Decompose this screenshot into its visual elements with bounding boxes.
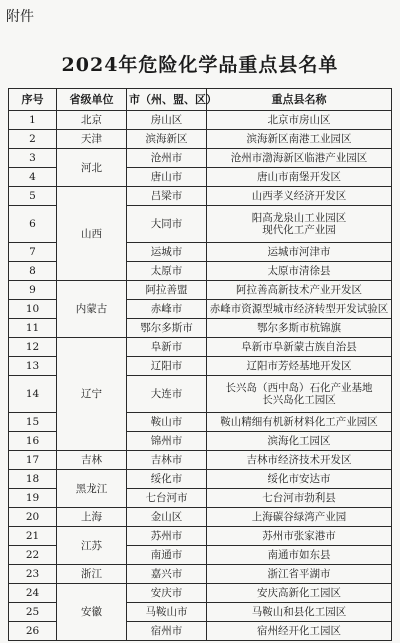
row-number: 7 xyxy=(9,243,57,262)
county-name-line: 上海碳谷绿湾产业园 xyxy=(251,511,347,523)
county-name-line: 浙江省平湖市 xyxy=(267,568,331,580)
table-body xyxy=(9,111,392,641)
county-name-line: 滨海新区南港工业园区 xyxy=(246,133,352,145)
row-city: 鄂尔多斯市 xyxy=(127,319,207,338)
row-county-name xyxy=(207,357,392,376)
row-county-name xyxy=(207,470,392,489)
table-row xyxy=(9,565,392,584)
row-city: 马鞍山市 xyxy=(127,603,207,622)
row-county-name xyxy=(207,319,392,338)
row-city: 吕梁市 xyxy=(127,187,207,206)
header-province: 省级单位 xyxy=(57,89,127,111)
row-province: 黑龙江 xyxy=(57,470,127,508)
table-row xyxy=(9,527,392,546)
row-number: 25 xyxy=(9,603,57,622)
row-number: 22 xyxy=(9,546,57,565)
county-name-line: 马鞍山和县化工园区 xyxy=(251,606,347,618)
row-number: 13 xyxy=(9,357,57,376)
row-county-name xyxy=(207,262,392,281)
row-city: 金山区 xyxy=(127,508,207,527)
row-city: 房山区 xyxy=(127,111,207,130)
county-name-line: 现代化工产业园 xyxy=(262,224,336,236)
row-city: 南通市 xyxy=(127,546,207,565)
row-province: 辽宁 xyxy=(57,338,127,451)
row-number: 19 xyxy=(9,489,57,508)
row-city: 滨海新区 xyxy=(127,130,207,149)
row-number: 10 xyxy=(9,300,57,319)
row-county-name xyxy=(207,111,392,130)
county-name-line: 鞍山精细有机新材料化工产业园区 xyxy=(220,416,378,428)
row-number: 23 xyxy=(9,565,57,584)
row-number: 12 xyxy=(9,338,57,357)
county-name-line: 阿拉善高新技术产业开发区 xyxy=(236,284,362,296)
county-name-line: 太原市清徐县 xyxy=(267,265,331,277)
row-city: 宿州市 xyxy=(127,622,207,641)
row-county-name xyxy=(207,546,392,565)
row-county-name xyxy=(207,622,392,641)
row-number: 9 xyxy=(9,281,57,300)
row-province: 河北 xyxy=(57,149,127,187)
row-county-name xyxy=(207,508,392,527)
row-county-name xyxy=(207,527,392,546)
row-city: 安庆市 xyxy=(127,584,207,603)
row-number: 16 xyxy=(9,432,57,451)
county-name-line: 宿州经开化工园区 xyxy=(257,625,341,637)
table-header-row xyxy=(9,89,392,111)
county-name-line: 山西孝义经济开发区 xyxy=(251,190,347,202)
row-county-name xyxy=(207,584,392,603)
county-name-line: 长兴岛化工园区 xyxy=(262,394,336,406)
row-county-name xyxy=(207,489,392,508)
table-row xyxy=(9,130,392,149)
row-province: 天津 xyxy=(57,130,127,149)
row-number: 2 xyxy=(9,130,57,149)
table-row xyxy=(9,470,392,489)
row-city: 唐山市 xyxy=(127,168,207,187)
row-county-name xyxy=(207,300,392,319)
row-county-name xyxy=(207,130,392,149)
row-province: 江苏 xyxy=(57,527,127,565)
row-province: 浙江 xyxy=(57,565,127,584)
table-row xyxy=(9,338,392,357)
row-county-name xyxy=(207,338,392,357)
row-county-name xyxy=(207,376,392,413)
row-number: 8 xyxy=(9,262,57,281)
county-name-line: 苏州市张家港市 xyxy=(262,530,336,542)
header-number: 序号 xyxy=(9,89,57,111)
header-city: 市（州、盟、区） xyxy=(127,89,207,111)
county-name-line: 鄂尔多斯市杭锦旗 xyxy=(257,322,341,334)
row-number: 3 xyxy=(9,149,57,168)
county-name-line: 吉林市经济技术开发区 xyxy=(246,454,352,466)
row-county-name xyxy=(207,187,392,206)
row-city: 赤峰市 xyxy=(127,300,207,319)
row-number: 26 xyxy=(9,622,57,641)
table-row xyxy=(9,584,392,603)
county-name-line: 北京市房山区 xyxy=(267,114,331,126)
row-number: 20 xyxy=(9,508,57,527)
row-city: 嘉兴市 xyxy=(127,565,207,584)
row-number: 14 xyxy=(9,376,57,413)
row-province: 上海 xyxy=(57,508,127,527)
row-province: 内蒙古 xyxy=(57,281,127,338)
row-province: 山西 xyxy=(57,187,127,281)
county-name-line: 阜新市阜新蒙古族自治县 xyxy=(241,341,357,353)
county-name-line: 沧州市渤海新区临港产业园区 xyxy=(230,152,368,164)
county-name-line: 唐山市南堡开发区 xyxy=(257,171,341,183)
county-table xyxy=(8,88,392,641)
row-city: 辽阳市 xyxy=(127,357,207,376)
county-name-line: 南通市如东县 xyxy=(267,549,331,561)
header-county-name: 重点县名称 xyxy=(207,89,392,111)
row-number: 18 xyxy=(9,470,57,489)
row-city: 吉林市 xyxy=(127,451,207,470)
row-number: 21 xyxy=(9,527,57,546)
row-city: 运城市 xyxy=(127,243,207,262)
row-county-name xyxy=(207,432,392,451)
row-city: 大同市 xyxy=(127,206,207,243)
table-row xyxy=(9,508,392,527)
row-county-name xyxy=(207,603,392,622)
row-number: 4 xyxy=(9,168,57,187)
row-county-name xyxy=(207,565,392,584)
table-row xyxy=(9,111,392,130)
row-city: 苏州市 xyxy=(127,527,207,546)
row-city: 阜新市 xyxy=(127,338,207,357)
row-number: 1 xyxy=(9,111,57,130)
row-county-name xyxy=(207,168,392,187)
row-county-name xyxy=(207,451,392,470)
row-number: 6 xyxy=(9,206,57,243)
table-row xyxy=(9,451,392,470)
row-city: 阿拉善盟 xyxy=(127,281,207,300)
county-name-line: 辽阳市芳烃基地开发区 xyxy=(246,360,352,372)
row-county-name xyxy=(207,206,392,243)
row-number: 11 xyxy=(9,319,57,338)
attachment-label: 附件 xyxy=(6,9,34,25)
row-number: 5 xyxy=(9,187,57,206)
row-county-name xyxy=(207,243,392,262)
row-province: 吉林 xyxy=(57,451,127,470)
row-city: 绥化市 xyxy=(127,470,207,489)
county-name-line: 赤峰市资源型城市经济转型开发试验区 xyxy=(209,303,389,315)
county-name-line: 阳高龙泉山工业园区 xyxy=(251,212,347,224)
county-name-line: 滨海化工园区 xyxy=(267,435,331,447)
table-row xyxy=(9,281,392,300)
row-province: 安徽 xyxy=(57,584,127,641)
row-county-name xyxy=(207,149,392,168)
row-city: 太原市 xyxy=(127,262,207,281)
row-city: 鞍山市 xyxy=(127,413,207,432)
row-county-name xyxy=(207,281,392,300)
row-city: 七台河市 xyxy=(127,489,207,508)
county-name-line: 长兴岛（西中岛）石化产业基地 xyxy=(225,382,373,394)
row-city: 锦州市 xyxy=(127,432,207,451)
row-province: 北京 xyxy=(57,111,127,130)
county-name-line: 安庆高新化工园区 xyxy=(257,587,341,599)
table-row xyxy=(9,187,392,206)
row-county-name xyxy=(207,413,392,432)
row-number: 24 xyxy=(9,584,57,603)
table-row xyxy=(9,149,392,168)
row-number: 15 xyxy=(9,413,57,432)
county-name-line: 运城市河津市 xyxy=(267,246,331,258)
county-name-line: 七台河市勃利县 xyxy=(262,492,336,504)
row-city: 大连市 xyxy=(127,376,207,413)
row-city: 沧州市 xyxy=(127,149,207,168)
page-title: 2024年危险化学品重点县名单 xyxy=(61,54,339,76)
row-number: 17 xyxy=(9,451,57,470)
county-name-line: 绥化市安达市 xyxy=(267,473,331,485)
